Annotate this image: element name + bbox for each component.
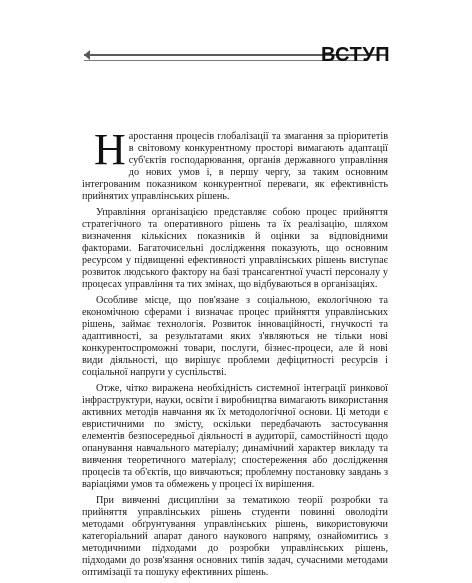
paragraph-1 bbox=[82, 125, 388, 203]
paragraph-2: Управління організацією представляє собою процес прийняття стратегічного та оперативного рішень та їх реалізацію, шляхом визначення кількісних показників й оцінки за відповідними факторами. Багаточисельні дослідження показують, що основним ресурсом у підвищенні ефективності управлінських рішень виступає розвиток людського фактору на базі трансагентної участі персоналу у процесах управління та тих змінах, що відбуваються в організаціях. bbox=[82, 207, 388, 290]
drop-cap: Н bbox=[94, 125, 126, 174]
chapter-title: ВСТУП bbox=[321, 44, 391, 66]
paragraph-3: Особливе місце, що пов'язане з соціальною, екологічною та економічною сферами і визначає процес прийняття управлінських рішень, займає технологія. Розвиток інноваційності, гнучкості та адаптивності, за результатами яких з'являються не тільки нові конкурентоспроможні товари, послуги, бізнес-процеси, але й нові види діяльності, що вирішує проблеми дефіцитності ресурсів і соціальної напруги у суспільстві. bbox=[82, 295, 388, 378]
paragraph-5: При вивченні дисципліни за тематикою теорії розробки та прийняття управлінських рішень студенти повинні оволодіти методами обґрунтування управлінських рішень, використовуючи категоріальний апарат даного наукового напряму, ознайомитись з методичними підходами до розробки управлінських рішень, підходами до розв'язання основних типів задач, сучасними методами оптимізації та пошуку ефективних рішень. bbox=[82, 495, 388, 578]
header-rule-arrow bbox=[84, 50, 90, 60]
paragraph-1-text: аростання процесів глобалізації та змагання за пріоритетів в світовому конкурентному просторі вимагають адаптації суб'єктів господарювання, органів державного управління до нових умов і, в першу чергу, за таким основним інтегрованим показником конкурентної переваги, як ефективність прийнятих управлінських рішень. bbox=[82, 131, 388, 202]
paragraph-4: Отже, чітко виражена необхідність системної інтеграції ринкової інфраструктури, науки, освіти і виробництва вимагають використання активних методів навчання як їх методологічної основи. Ці методи є евристичними по змісту, оскільки передбачають застосування елементів безпосередньої діяльності в аудиторії, самостійності щодо опанування навчального матеріалу; динамічний характер викладу та вивчення теоретичного матеріалу; спостереження або дослідження процесів та об'єктів, що вивчаються; проблемну постановку завдань з варіаціями умов та обмежень у процесі їх вирішення. bbox=[82, 383, 388, 490]
page-body bbox=[82, 125, 388, 583]
